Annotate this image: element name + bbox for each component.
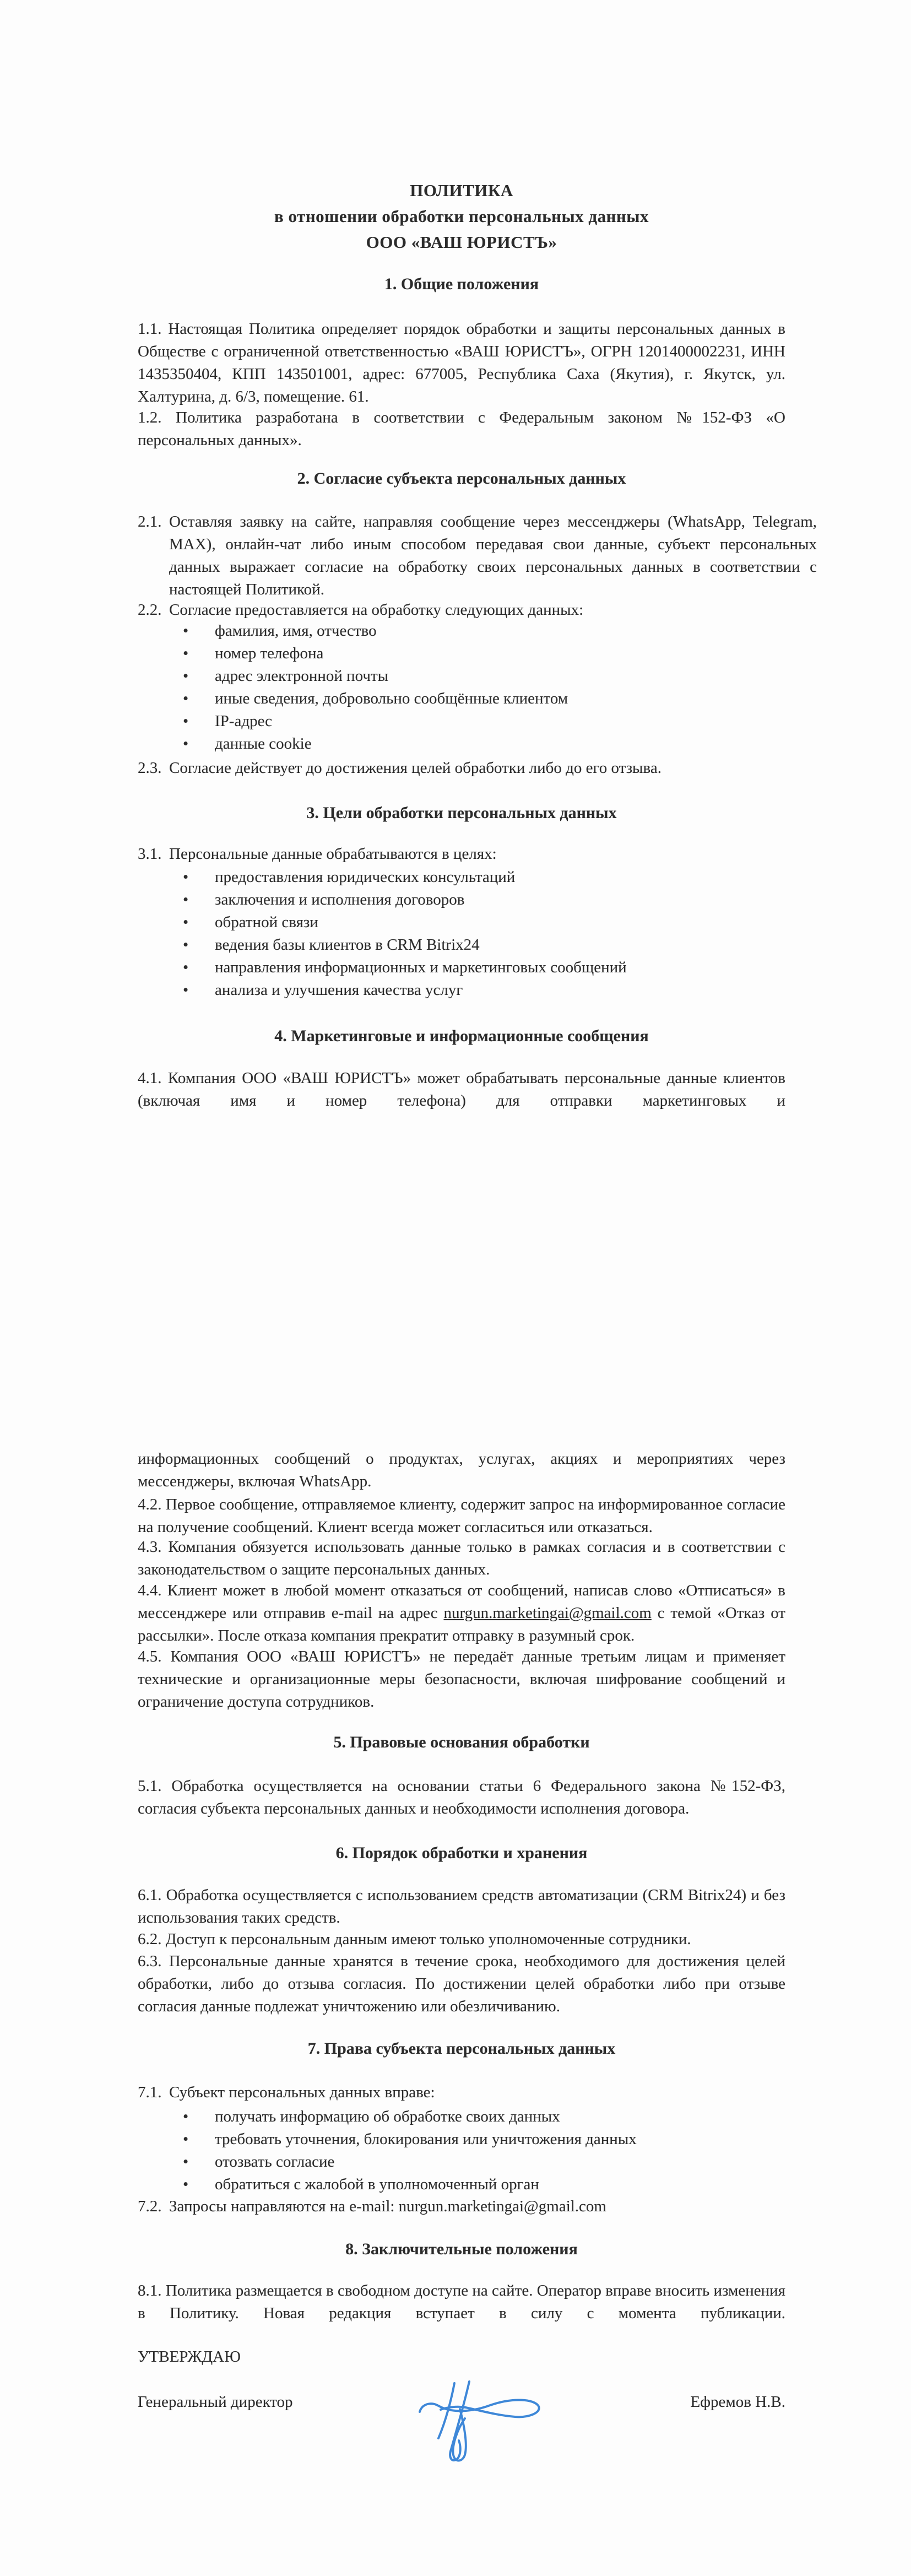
section-heading-5: 5. Правовые основания обработки (333, 1733, 590, 1751)
signature-scribble (408, 2368, 551, 2467)
signature-stroke (420, 2400, 539, 2417)
paragraph-4-4 (138, 1579, 785, 1647)
consent-data-list (138, 620, 785, 755)
paragraph-text: Субъект персональных данных вправе: (169, 2083, 435, 2101)
paragraph-number: 7.2. (138, 2198, 162, 2215)
list-item: • данные cookie (138, 733, 785, 755)
list-item: • IP-адрес (138, 710, 785, 733)
document-title (138, 177, 785, 255)
paragraph-text: Персональные данные обрабатываются в целях: (169, 845, 497, 863)
paragraph-4-5: 4.5. Компания ООО «ВАШ ЮРИСТЪ» не передаёт данные третьим лицам и применяет технические и организационные меры безопасности, включая шифрование сообщений и ограничение доступа сотрудников. (138, 1648, 785, 1711)
list-item: • обратной связи (138, 911, 785, 934)
title-line-1: ПОЛИТИКА (410, 181, 513, 200)
approve-label: УТВЕРЖДАЮ (138, 2348, 241, 2366)
section-heading-7: 7. Права субъекта персональных данных (307, 2039, 616, 2058)
section-heading-1: 1. Общие положения (384, 275, 539, 293)
paragraph-7-1 (138, 2081, 817, 2104)
paragraph-2-1 (138, 511, 817, 601)
paragraph-text: Согласие предоставляется на обработку следующих данных: (169, 601, 584, 619)
section-heading-3: 3. Цели обработки персональных данных (306, 804, 617, 822)
paragraph-1-1: 1.1. Настоящая Политика определяет порядок обработки и защиты персональных данных в Обществе с ограниченной ответственностью «ВАШ ЮРИСТЪ», ОГРН 1201400002231, ИНН 1435350404, КПП 143501001, адрес: 677005, Республика Саха (Якутия), г. Якутск, ул. Халтурина, д. 6/3, помещение. 61. (138, 320, 785, 405)
section-heading-6: 6. Порядок обработки и хранения (335, 1844, 588, 1862)
paragraph-1-2: 1.2. Политика разработана в соответствии с Федеральным законом №152-ФЗ «О персональных данных». (138, 409, 785, 449)
paragraph-4-1-page1: 4.1. Компания ООО «ВАШ ЮРИСТЪ» может обрабатывать персональные данные клиентов (включая имя и номер телефона) для отправки маркетинговых и (138, 1069, 785, 1110)
list-item: • фамилия, имя, отчество (138, 620, 785, 642)
paragraph-4-1-page2: информационных сообщений о продуктах, услугах, акциях и мероприятиях через мессенджеры, включая WhatsApp. (138, 1450, 785, 1490)
paragraph-2-2 (138, 599, 817, 621)
director-role-label: Генеральный директор (138, 2393, 293, 2411)
list-item: • направления информационных и маркетинговых сообщений (138, 956, 785, 979)
paragraph-4-2: 4.2. Первое сообщение, отправляемое клиенту, содержит запрос на информированное согласие на получение сообщений. Клиент всегда может согласиться или отказаться. (138, 1496, 785, 1536)
paragraph-2-3 (138, 757, 817, 780)
title-line-3: ООО «ВАШ ЮРИСТЪ» (366, 232, 557, 252)
list-item: • анализа и улучшения качества услуг (138, 979, 785, 1002)
section-heading-2: 2. Согласие субъекта персональных данных (297, 469, 626, 488)
list-item: • получать информацию об обработке своих данных (138, 2106, 785, 2128)
paragraph-number: 2.1. (138, 513, 162, 531)
paragraph-number: 2.3. (138, 759, 162, 777)
paragraph-6-1: 6.1. Обработка осуществляется с использованием средств автоматизации (CRM Bitrix24) и без использования таких средств. (138, 1886, 785, 1926)
paragraph-number: 2.2. (138, 601, 162, 619)
list-item: • адрес электронной почты (138, 665, 785, 688)
paragraph-5-1: 5.1. Обработка осуществляется на основании статьи 6 Федерального закона №152-ФЗ, согласия субъекта персональных данных и необходимости исполнения договора. (138, 1777, 785, 1817)
paragraph-text: Согласие действует до достижения целей обработки либо до его отзыва. (169, 759, 661, 777)
paragraph-text: 4.4. Клиент может в любой момент отказаться от сообщений, написав слово «Отписаться» в мессенджере или отправив e-mail на адрес (138, 1582, 785, 1622)
list-item: • ведения базы клиентов в CRM Bitrix24 (138, 934, 785, 956)
paragraph-6-2: 6.2. Доступ к персональным данным имеют только уполномоченные сотрудники. (138, 1930, 691, 1948)
subject-rights-list (138, 2106, 785, 2196)
list-item: • обратиться с жалобой в уполномоченный орган (138, 2173, 785, 2196)
paragraph-8-1: 8.1. Политика размещается в свободном доступе на сайте. Оператор вправе вносить изменения в Политику. Новая редакция вступает в силу с момента публикации. (138, 2282, 785, 2322)
list-item: • отозвать согласие (138, 2151, 785, 2173)
paragraph-text: Запросы направляются на e-mail: nurgun.marketingai@gmail.com (169, 2198, 606, 2215)
list-item: • заключения и исполнения договоров (138, 889, 785, 911)
paragraph-text: Оставляя заявку на сайте, направляя сообщение через мессенджеры (WhatsApp, Telegram, MAX), онлайн-чат либо иным способом передавая свои данные, субъект персональных данных выражает согласие на обработку своих персональных данных в соответствии с настоящей Политикой. (169, 513, 817, 598)
processing-purposes-list (138, 866, 785, 1002)
list-item: • требовать уточнения, блокирования или уничтожения данных (138, 2128, 785, 2151)
paragraph-number: 3.1. (138, 845, 162, 863)
unsubscribe-email-link[interactable]: nurgun.marketingai@gmail.com (443, 1604, 652, 1622)
section-heading-8: 8. Заключительные положения (345, 2240, 578, 2258)
list-item: • иные сведения, добровольно сообщённые клиентом (138, 688, 785, 710)
director-name: Ефремов Н.В. (690, 2393, 785, 2411)
list-item: • номер телефона (138, 642, 785, 665)
paragraph-number: 7.1. (138, 2083, 162, 2101)
paragraph-6-3: 6.3. Персональные данные хранятся в течение срока, необходимого для достижения целей обработки, либо до отзыва согласия. По достижении целей обработки либо при отзыве согласия данные подлежат уничтожению или обезличиванию. (138, 1952, 785, 2015)
paragraph-text: с темой «Отказ от рассылки». После отказа компания прекратит отправку в разумный срок. (138, 1604, 785, 1644)
paragraph-7-2 (138, 2195, 817, 2218)
paragraph-4-3: 4.3. Компания обязуется использовать данные только в рамках согласия и в соответствии с законодательством о защите персональных данных. (138, 1538, 785, 1578)
section-heading-4: 4. Маркетинговые и информационные сообщения (274, 1027, 649, 1045)
list-item: • предоставления юридических консультаций (138, 866, 785, 889)
title-line-2: в отношении обработки персональных данных (274, 207, 649, 226)
paragraph-3-1 (138, 843, 817, 865)
